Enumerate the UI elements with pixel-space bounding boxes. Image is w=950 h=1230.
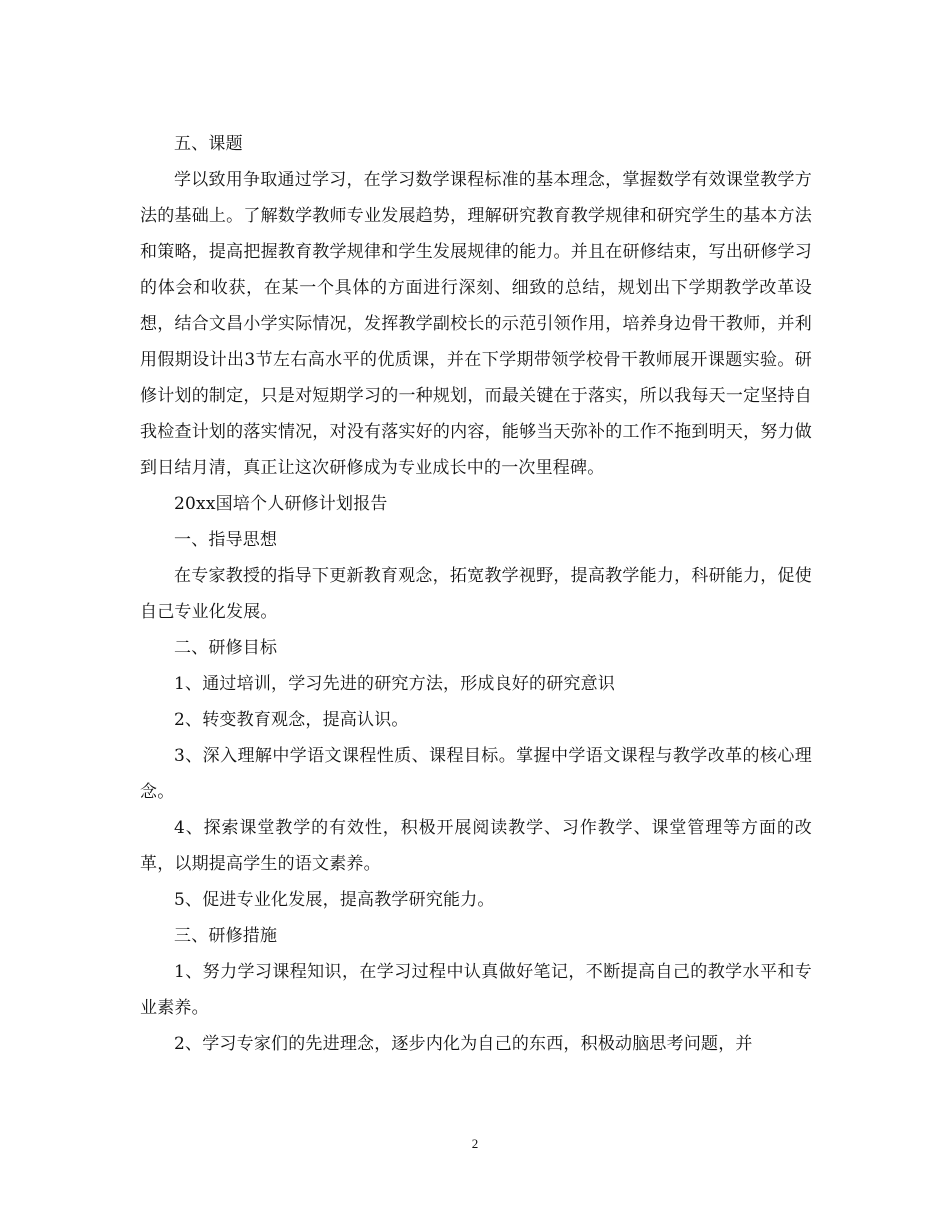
goal-item: 4、探索课堂教学的有效性，积极开展阅读教学、习作教学、课堂管理等方面的改革，以期提高学生的语文素养。 <box>140 818 812 874</box>
section-heading-measures: 三、研修措施 <box>174 926 278 946</box>
report-title: 20xx国培个人研修计划报告 <box>174 494 388 514</box>
measure-item: 2、学习专家们的先进理念，逐步内化为自己的东西，积极动脑思考问题，并 <box>174 1034 753 1054</box>
section-heading-goals: 二、研修目标 <box>174 638 278 658</box>
page-number: 2 <box>471 1136 479 1151</box>
goal-item: 3、深入理解中学语文课程性质、课程目标。掌握中学语文课程与教学改革的核心理念。 <box>140 746 812 802</box>
paragraph-guiding-thought: 在专家教授的指导下更新教育观念，拓宽教学视野，提高教学能力，科研能力，促使自己专业化发展。 <box>140 566 812 622</box>
goal-item: 1、通过培训，学习先进的研究方法，形成良好的研究意识 <box>174 674 616 694</box>
goal-item: 5、促进专业化发展，提高教学研究能力。 <box>174 890 495 910</box>
measure-item: 1、努力学习课程知识，在学习过程中认真做好笔记，不断提高自己的教学水平和专业素养。 <box>140 962 812 1018</box>
goal-item: 2、转变教育观念，提高认识。 <box>174 710 409 730</box>
document-body <box>140 126 812 1062</box>
paragraph-topic-body: 学以致用争取通过学习，在学习数学课程标准的基本理念，掌握数学有效课堂教学方法的基础上。了解数学教师专业发展趋势，理解研究教育教学规律和研究学生的基本方法和策略，提高把握教育教学规律和学生发展规律的能力。并且在研修结束，写出研修学习的体会和收获，在某一个具体的方面进行深刻、细致的总结，规划出下学期教学改革设想，结合文昌小学实际情况，发挥教学副校长的示范引领作用，培养身边骨干教师，并利用假期设计出3节左右高水平的优质课，并在下学期带领学校骨干教师展开课题实验。研修计划的制定，只是对短期学习的一种规划，而最关键在于落实，所以我每天一定坚持自我检查计划的落实情况，对没有落实好的内容，能够当天弥补的工作不拖到明天，努力做到日结月清，真正让这次研修成为专业成长中的一次里程碑。 <box>140 170 812 478</box>
section-heading-guiding-thought: 一、指导思想 <box>174 530 278 550</box>
section-heading-topic: 五、课题 <box>174 134 243 154</box>
